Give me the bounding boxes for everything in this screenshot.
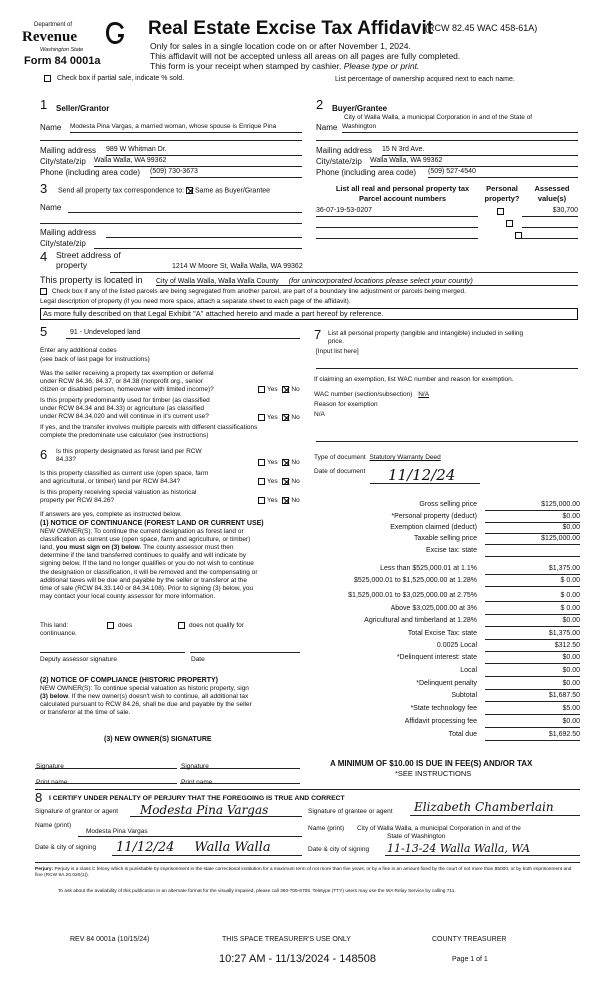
same-as-buyer-checkbox[interactable] (186, 187, 193, 194)
tax-row-value[interactable]: $125,000.00 (485, 535, 580, 545)
s6-q2-no-checkbox[interactable] (282, 478, 289, 485)
grantee-signature[interactable]: Elizabeth Chamberlain (410, 800, 580, 816)
section5-number: 5 (40, 324, 48, 339)
grantor-date-city[interactable]: 11/12/24 Walla Walla (112, 840, 302, 856)
assessed-row-3[interactable] (522, 229, 578, 239)
personal-checkbox-2[interactable] (506, 220, 513, 227)
assessed-header: Assessed value(s) (534, 184, 570, 203)
located-field[interactable]: City of Walla Walla, Walla Walla County (for unincorporated locations please select your county) (156, 276, 578, 286)
rev-label: REV 84 0001a (10/15/24) (70, 936, 150, 943)
tax-row-label: Local (460, 667, 477, 674)
tax-row (305, 501, 580, 512)
tax-row-label: Gross selling price (419, 501, 477, 508)
owner-print-label-1: Print name (36, 779, 68, 786)
parcel-row-2[interactable] (316, 218, 478, 228)
dept-line1: Department of (34, 22, 73, 28)
tax-row-label: 0.0025 Local (436, 642, 477, 649)
tax-row-value[interactable]: $0.00 (485, 524, 580, 534)
s5-q1-answers: Yes No (258, 386, 300, 393)
partial-sale-checkbox[interactable] (44, 75, 51, 82)
tax-row-value[interactable]: $0.00 (485, 680, 580, 690)
tax-row-label: Total due (448, 731, 477, 738)
form-title: Real Estate Excise Tax Affidavit (148, 18, 434, 39)
s5-q2-no-checkbox[interactable] (282, 414, 289, 421)
does-not-qualify-checkbox[interactable] (178, 622, 185, 629)
tax-row (305, 654, 580, 665)
tax-row-label: Taxable selling price (413, 535, 477, 542)
seller-name-label: Name (40, 123, 62, 132)
seller-phone-field[interactable]: (509) 730-3673 (150, 168, 302, 178)
buyer-city-label: City/state/zip (316, 157, 362, 166)
tax-row (305, 524, 580, 535)
buyer-heading: Buyer/Grantee (332, 104, 388, 113)
segregated-row: Check box if any of the listed parcels are being segregated from another parcel, are part of a boundary line adjustment or parcels being merged. (40, 288, 466, 295)
segregated-checkbox[interactable] (40, 288, 47, 295)
buyer-phone-field[interactable]: (509) 527-4540 (428, 168, 578, 178)
tax-row (305, 630, 580, 641)
tax-row-label: $1,525,000.01 to $3,025,000.00 at 2.75% (348, 592, 477, 599)
seller-phone-label: Phone (including area code) (40, 168, 141, 177)
seller-name-field[interactable]: Modesta Pina Vargas, a married woman, whose spouse is Enrique Pina (70, 123, 302, 133)
buyer-name-line1: City of Walla Walla, a municipal Corporation in and of the State of (344, 114, 533, 121)
grantor-name-label: Name (print) (35, 822, 72, 829)
footer-topline (35, 862, 580, 863)
tax-row-label: Subtotal (451, 692, 477, 699)
legal-label: Legal description of property (if you need more space, attach a separate sheet to each page of the affidavit). (40, 298, 351, 305)
tax-row (305, 535, 580, 546)
tax-row-value[interactable]: $312.50 (485, 642, 580, 652)
tax-row-value[interactable]: $0.00 (485, 718, 580, 728)
deputy-date-label: Date (191, 656, 205, 663)
seller-mail-field[interactable]: 989 W Whitman Dr. (106, 146, 302, 156)
tax-row (305, 513, 580, 524)
section8-topline (35, 789, 580, 790)
section3-blank-line (40, 220, 302, 224)
grantee-sig-label: Signature of grantee or agent (308, 808, 393, 815)
tax-row-value[interactable]: $1,687.50 (485, 692, 580, 702)
notice2: (2) NOTICE OF COMPLIANCE (HISTORIC PROPERTY) NEW OWNER(S): To continue special valuation as historic property, sign (3) below. If the new owner(s) doesn't wish to continue, all additional tax calculated pursuant to RCW 84.26, shall be due and payable by the seller or transferor at the time of sale. (40, 677, 252, 717)
does-qualify-checkbox[interactable] (107, 622, 114, 629)
this-land-label: This land: continuance. (40, 622, 77, 637)
tax-row-label: *Delinquent interest: state (396, 654, 477, 661)
seller-city-field[interactable]: Walla Walla, WA 99362 (94, 157, 302, 167)
tax-row-label: Above $3,025,000.00 at 3% (390, 605, 477, 612)
tax-row (305, 667, 580, 678)
located-label: This property is located in (40, 275, 143, 285)
partial-sale-row: Check box if partial sale, indicate % sold. (44, 75, 184, 82)
tax-row-value[interactable] (485, 547, 580, 557)
tax-row (305, 718, 580, 729)
treasurer-use: THIS SPACE TREASURER'S USE ONLY (222, 936, 351, 943)
doc-date-label: Date of document (314, 468, 366, 475)
section8-number: 8 (35, 790, 43, 805)
grantee-date-label: Date & city of signing (308, 846, 370, 853)
s5-q1: Was the seller receiving a property tax exemption or deferral under RCW 84.36, 84.37, or 84.38 (nonprofit org., senior citizen or disabled person, homeowner with limited income)? (40, 370, 214, 393)
county-treasurer: COUNTY TREASURER (432, 936, 507, 943)
section3-city-label: City/state/zip (40, 239, 86, 248)
personal-header: Personal property? (484, 184, 520, 203)
additional-codes-label: Enter any additional codes (see back of last page for instructions) (40, 347, 150, 363)
form-sub2: This affidavit will not be accepted unless all areas on all pages are fully completed. (150, 51, 461, 61)
page-number: Page 1 of 1 (452, 956, 488, 963)
buyer-mail-field[interactable]: 15 N 3rd Ave. (382, 146, 578, 156)
owner-sig-label-2: Signature (181, 763, 209, 770)
land-use-code-field[interactable]: 91 - Undeveloped land (66, 329, 300, 339)
form-rcw: (RCW 82.45 WAC 458-61A) (425, 23, 538, 33)
tax-row (305, 547, 580, 558)
see-instructions: *SEE INSTRUCTIONS (395, 769, 472, 778)
s5-q2: Is this property predominantly used for timber (as classified under RCW 84.34 and 84.33) or agriculture (as classified under RCW 84.34.020 and will continue in it's current use? (40, 397, 210, 420)
tax-row (305, 680, 580, 691)
notice3-title: (3) NEW OWNER(S) SIGNATURE (104, 736, 212, 743)
section3-name-field[interactable] (68, 203, 302, 213)
dept-line3: Washington State (40, 47, 84, 53)
deputy-signature-line[interactable] (40, 645, 185, 653)
s6-q1-no-checkbox[interactable] (282, 459, 289, 466)
street-label: Street address of property (56, 250, 121, 270)
seller-mail-label: Mailing address (40, 146, 97, 155)
assessed-row-2[interactable] (522, 218, 578, 228)
doc-type-row: Type of document Statutory Warranty Deed (314, 454, 441, 461)
s6-q3-yes-checkbox[interactable] (258, 497, 265, 504)
buyer-name-field[interactable]: Washington (342, 123, 578, 133)
s6-q3-no-checkbox[interactable] (282, 497, 289, 504)
tax-row-value[interactable]: $0.00 (485, 513, 580, 523)
form-number: Form 84 0001a (24, 55, 101, 67)
street-field[interactable]: 1214 W Moore St, Walla Walla, WA 99362 (110, 263, 578, 273)
grantor-sig-label: Signature of grantor or agent (35, 808, 119, 815)
s6-q2: Is this property classified as current use (open space, farm and agricultural, or timber) land per RCW 84.34? (40, 470, 209, 485)
reason-value[interactable]: N/A (314, 411, 325, 418)
grantee-name-value[interactable]: City of Walla Walla, a municipal Corporation in and of the State of Washington (357, 825, 521, 840)
tax-row-value[interactable]: $0.00 (485, 667, 580, 677)
tax-row-value[interactable]: $1,375.00 (485, 630, 580, 640)
s5-q2-yes-checkbox[interactable] (258, 414, 265, 421)
seller-heading: Seller/Grantor (56, 104, 110, 113)
tax-row-value[interactable]: $ 0.00 (485, 605, 580, 615)
legal-description-box[interactable]: As more fully described on that Legal Exhibit "A" attached hereto and made a part hereof by reference. (40, 308, 578, 320)
form-sub1: Only for sales in a single location code on or after November 1, 2024. (150, 41, 411, 51)
tax-row (305, 592, 580, 603)
tax-row-label: *Personal property (deduct) (391, 513, 477, 520)
tax-row-label: Excise tax: state (426, 547, 477, 554)
tax-row (305, 565, 580, 576)
does-not-option: does not qualify for (178, 622, 244, 629)
parcels-header: List all real and personal property tax Parcel account numbers (335, 184, 470, 203)
tax-row (305, 605, 580, 616)
section3-text: Send all property tax correspondence to: Same as Buyer/Grantee (58, 187, 271, 195)
tax-row-label: Affidavit processing fee (404, 718, 477, 725)
s5-q3: If yes, and the transfer involves multiple parcels with different classifications complete the predominate use calculator (see instructions) (40, 424, 258, 439)
tax-row-value[interactable]: $5.00 (485, 705, 580, 715)
does-option: does (107, 622, 132, 629)
section6-number: 6 (40, 447, 48, 462)
s6-q1: Is this property designated as forest land per RCW 84.33? (56, 448, 202, 463)
s5-q1-yes-checkbox[interactable] (258, 386, 265, 393)
s6-q3-answers: Yes No (258, 497, 300, 504)
owner-print-label-2: Print name (181, 779, 213, 786)
tax-row-label: $525,000.01 to $1,525,000.00 at 1.28% (354, 577, 477, 584)
minimum-due: A MINIMUM OF $10.00 IS DUE IN FEE(S) AND/OR TAX (330, 759, 533, 768)
buyer-name-label: Name (316, 123, 338, 132)
parcel-row-3[interactable] (316, 229, 478, 239)
grantor-name-field[interactable]: Modesta Pina Vargas (78, 828, 302, 837)
dept-line2: Revenue (22, 29, 77, 45)
dor-logo (22, 20, 132, 60)
personal-checkbox-1[interactable] (497, 208, 504, 215)
tax-row (305, 617, 580, 628)
alt-format-note: To ask about the availability of this publication in an alternate format for the visually impaired, please call 360-705-6705. Teletype (TTY) users may use the WA Relay Service by calling 711. (58, 889, 456, 894)
section2-number: 2 (316, 97, 324, 112)
receipt-stamp: 10:27 AM - 11/13/2024 - 148508 (219, 953, 376, 965)
section7-number: 7 (314, 327, 322, 342)
personal-property-input[interactable]: [Input list here] (316, 348, 359, 355)
buyer-phone-label: Phone (including area code) (316, 168, 417, 177)
s5-q1-no-checkbox[interactable] (282, 386, 289, 393)
buyer-blank-line (316, 137, 578, 141)
tax-row-value[interactable]: $1,375.00 (485, 565, 580, 575)
tax-row-value[interactable]: $ 0.00 (485, 592, 580, 602)
s5-q2-answers: Yes No (258, 414, 300, 421)
assessed-row-1[interactable]: $30,700 (522, 207, 578, 217)
tax-row-value[interactable]: $0.00 (485, 654, 580, 664)
tax-row-label: Total Excise Tax: state (407, 630, 477, 637)
dor-emblem-icon (104, 20, 126, 46)
exemption-text: If claiming an exemption, list WAC number and reason for exemption. (314, 376, 514, 383)
tax-row-value[interactable]: $0.00 (485, 617, 580, 627)
buyer-city-field[interactable]: Walla Walla, WA 99362 (370, 157, 578, 167)
grantor-date-label: Date & city of signing (35, 844, 97, 851)
buyer-mail-label: Mailing address (316, 146, 373, 155)
seller-blank-line (40, 137, 302, 141)
section4-number: 4 (40, 249, 48, 264)
deputy-date-line[interactable] (190, 645, 300, 653)
tax-row-label: Less than $525,000.01 at 1.1% (380, 565, 477, 572)
certify-text: I CERTIFY UNDER PENALTY OF PERJURY THAT THE FOREGOING IS TRUE AND CORRECT (49, 795, 345, 802)
s6-yes-note: If answers are yes, complete as instructed below. (40, 511, 182, 518)
s6-q2-answers: Yes No (258, 478, 300, 485)
reason-label: Reason for exemption (314, 401, 378, 408)
perjury-note: Perjury: Perjury is a class C felony which is punishable by imprisonment in the state correctional institution for a maximum term of not more than five years, or by a fine in an amount fixed by the court of not more than $5000, or by both imprisonment and fine (RCW 9A.20.020(1)). (35, 867, 572, 878)
tax-row-label: Agricultural and timberland at 1.28% (364, 617, 477, 624)
tax-row (305, 642, 580, 653)
wac-row: WAC number (section/subsection) N/A (314, 391, 430, 398)
tax-row (305, 705, 580, 716)
section1-number: 1 (40, 97, 48, 112)
tax-row-value[interactable]: $1,692.50 (485, 731, 580, 741)
personal-property-text: List all personal property (tangible and intangible) included in selling price. (328, 330, 524, 345)
section3-mail-field[interactable] (106, 228, 302, 238)
ownership-note: List percentage of ownership acquired next to each name. (335, 76, 515, 83)
owner-sig-label-1: Signature (36, 763, 64, 770)
s6-q1-yes-checkbox[interactable] (258, 459, 265, 466)
deputy-label: Deputy assessor signature (40, 656, 117, 663)
grantee-name-label: Name (print) (308, 825, 345, 832)
tax-row-label: *Delinquent penalty (416, 680, 477, 687)
doc-date-field[interactable]: 11/12/24 (370, 466, 480, 484)
s6-q3: Is this property receiving special valuation as historical property per RCW 84.26? (40, 489, 197, 504)
grantor-signature[interactable]: Modesta Pina Vargas (130, 803, 302, 817)
tax-row-value[interactable]: $125,000.00 (485, 501, 580, 511)
parcel-row-1[interactable]: 36-07-19-53-0207 (316, 207, 478, 217)
tax-row (305, 692, 580, 703)
seller-city-label: City/state/zip (40, 157, 86, 166)
form-sub3: This form is your receipt when stamped by cashier. Please type or print. (150, 61, 420, 71)
tax-row-label: Exemption claimed (deduct) (390, 524, 477, 531)
tax-row (305, 577, 580, 588)
grantee-date-city[interactable]: 11-13-24 Walla Walla, WA (385, 842, 580, 856)
tax-row-label: *State technology fee (410, 705, 477, 712)
section3-city-field[interactable] (94, 239, 302, 249)
tax-row-value[interactable]: $ 0.00 (485, 577, 580, 587)
tax-row (305, 731, 580, 742)
section3-name-label: Name (40, 203, 62, 212)
reason-line (316, 438, 578, 442)
personal-checkbox-3[interactable] (515, 232, 522, 239)
section3-number: 3 (40, 181, 48, 196)
personal-property-line (316, 365, 578, 369)
s6-q2-yes-checkbox[interactable] (258, 478, 265, 485)
section3-mail-label: Mailing address (40, 228, 97, 237)
notice1: (1) NOTICE OF CONTINUANCE (FOREST LAND OR CURRENT USE) NEW OWNER(S): To continue the current designation as forest land or classification as current use (open space, farm and agriculture, or timber) land, you must sign on (3) below. The county assessor must then determine if the land transferred continues to qualify and will indicate by signing below. If the land no longer qualifies or you do not wish to continue the designation or classification, it will be removed and the compensating or additional taxes will be due and payable by the seller or transferor at the time of sale (RCW 84.33.140 or 84.34.108). Prior to signing (3) below, you may contact your local county assessor for more information. (40, 520, 264, 600)
s6-q1-answers: Yes No (258, 459, 300, 466)
